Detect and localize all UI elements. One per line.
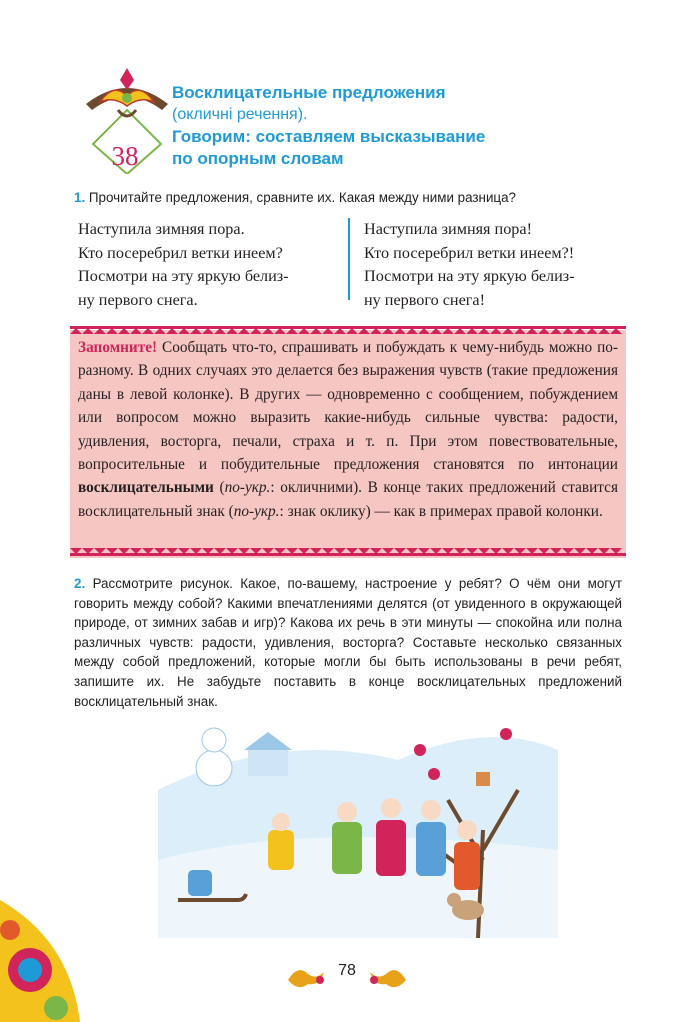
lesson-heading	[172, 82, 552, 170]
rule-text	[78, 336, 618, 523]
lesson-number: 38	[111, 141, 139, 171]
right-sentence: Посмотри на эту яркую белиз-	[364, 267, 575, 286]
left-sentence: Посмотри на эту яркую белиз-	[78, 267, 289, 286]
sentences-right-column	[364, 218, 634, 312]
task-1-instruction	[74, 188, 634, 208]
footer-ornament-right	[366, 960, 410, 1000]
lesson-title-ukr: (окличні речення).	[172, 106, 308, 123]
ukr-label: по-укр.	[233, 502, 280, 520]
footer-ornament-left	[284, 960, 328, 1000]
page-number: 78	[338, 962, 356, 979]
rule-paragraph-part: : окличними). В конце таких предложений ставится восклицательный знак (	[78, 479, 619, 520]
right-sentence: Кто посеребрил ветки инеем?!	[364, 243, 575, 262]
winter-scene-illustration	[158, 710, 558, 938]
corner-folk-ornament	[0, 900, 80, 1022]
rule-border-top-ornament	[70, 322, 626, 334]
left-sentence: ну первого снега.	[78, 290, 198, 309]
rule-paragraph-part: (	[213, 479, 225, 497]
remember-label: Запомните!	[78, 339, 158, 356]
sentences-left-column	[78, 218, 348, 312]
rule-border-bottom-ornament	[70, 548, 626, 560]
left-sentence: Наступила зимняя пора.	[78, 220, 245, 238]
task-2-number: 2.	[74, 576, 86, 591]
task-2-text: Рассмотрите рисунок. Какое, по-вашему, настроение у ребят? О чём они могут говорить между собой? Какими впечатлениями делятся (от увиденного в окружающей природе, от зимних забав и игр)? Какова их речь в эти минуты — спокойна или полна различных чувств: радости, удивления, восторга? Составьте несколько связанных между собой предложений, которые могли бы быть использованы в речи ребят, запишите их. Не забудьте поставить в конце восклицательных предложений восклицательный знак.	[74, 576, 622, 709]
lesson-subtitle-line1: Говорим: составляем высказывание	[172, 127, 486, 146]
rule-paragraph-part: : знак оклику) — как в примерах правой колонки.	[279, 502, 603, 520]
rule-paragraph-part: Сообщать что-то, спрашивать и побуждать к чему-нибудь можно по-разному. В одних случаях это делается без выражения чувств (такие предложения даны в левой колонке). В других — одновременно с сообщением, побуждением или вопросом можно выразить какие-нибудь сильные чувства: радости, удивления, восторга, печали, страха и т. п. При этом повествовательные, вопросительные и побудительные предложения становятся по интонации	[78, 339, 618, 474]
right-sentence: ну первого снега!	[364, 290, 485, 309]
lesson-title: Восклицательные предложения	[172, 83, 446, 102]
task-1-text: Прочитайте предложения, сравните их. Какая между ними разница?	[88, 190, 517, 205]
column-divider	[348, 218, 350, 300]
right-sentence: Наступила зимняя пора!	[364, 220, 532, 238]
task-2-instruction	[74, 574, 622, 711]
ukr-label: по-укр.	[224, 479, 271, 497]
rule-bold-term: восклицательными	[78, 479, 214, 497]
lesson-subtitle-line2: по опорным словам	[172, 149, 344, 168]
task-1-number: 1.	[74, 190, 86, 205]
left-sentence: Кто посеребрил ветки инеем?	[78, 243, 283, 262]
